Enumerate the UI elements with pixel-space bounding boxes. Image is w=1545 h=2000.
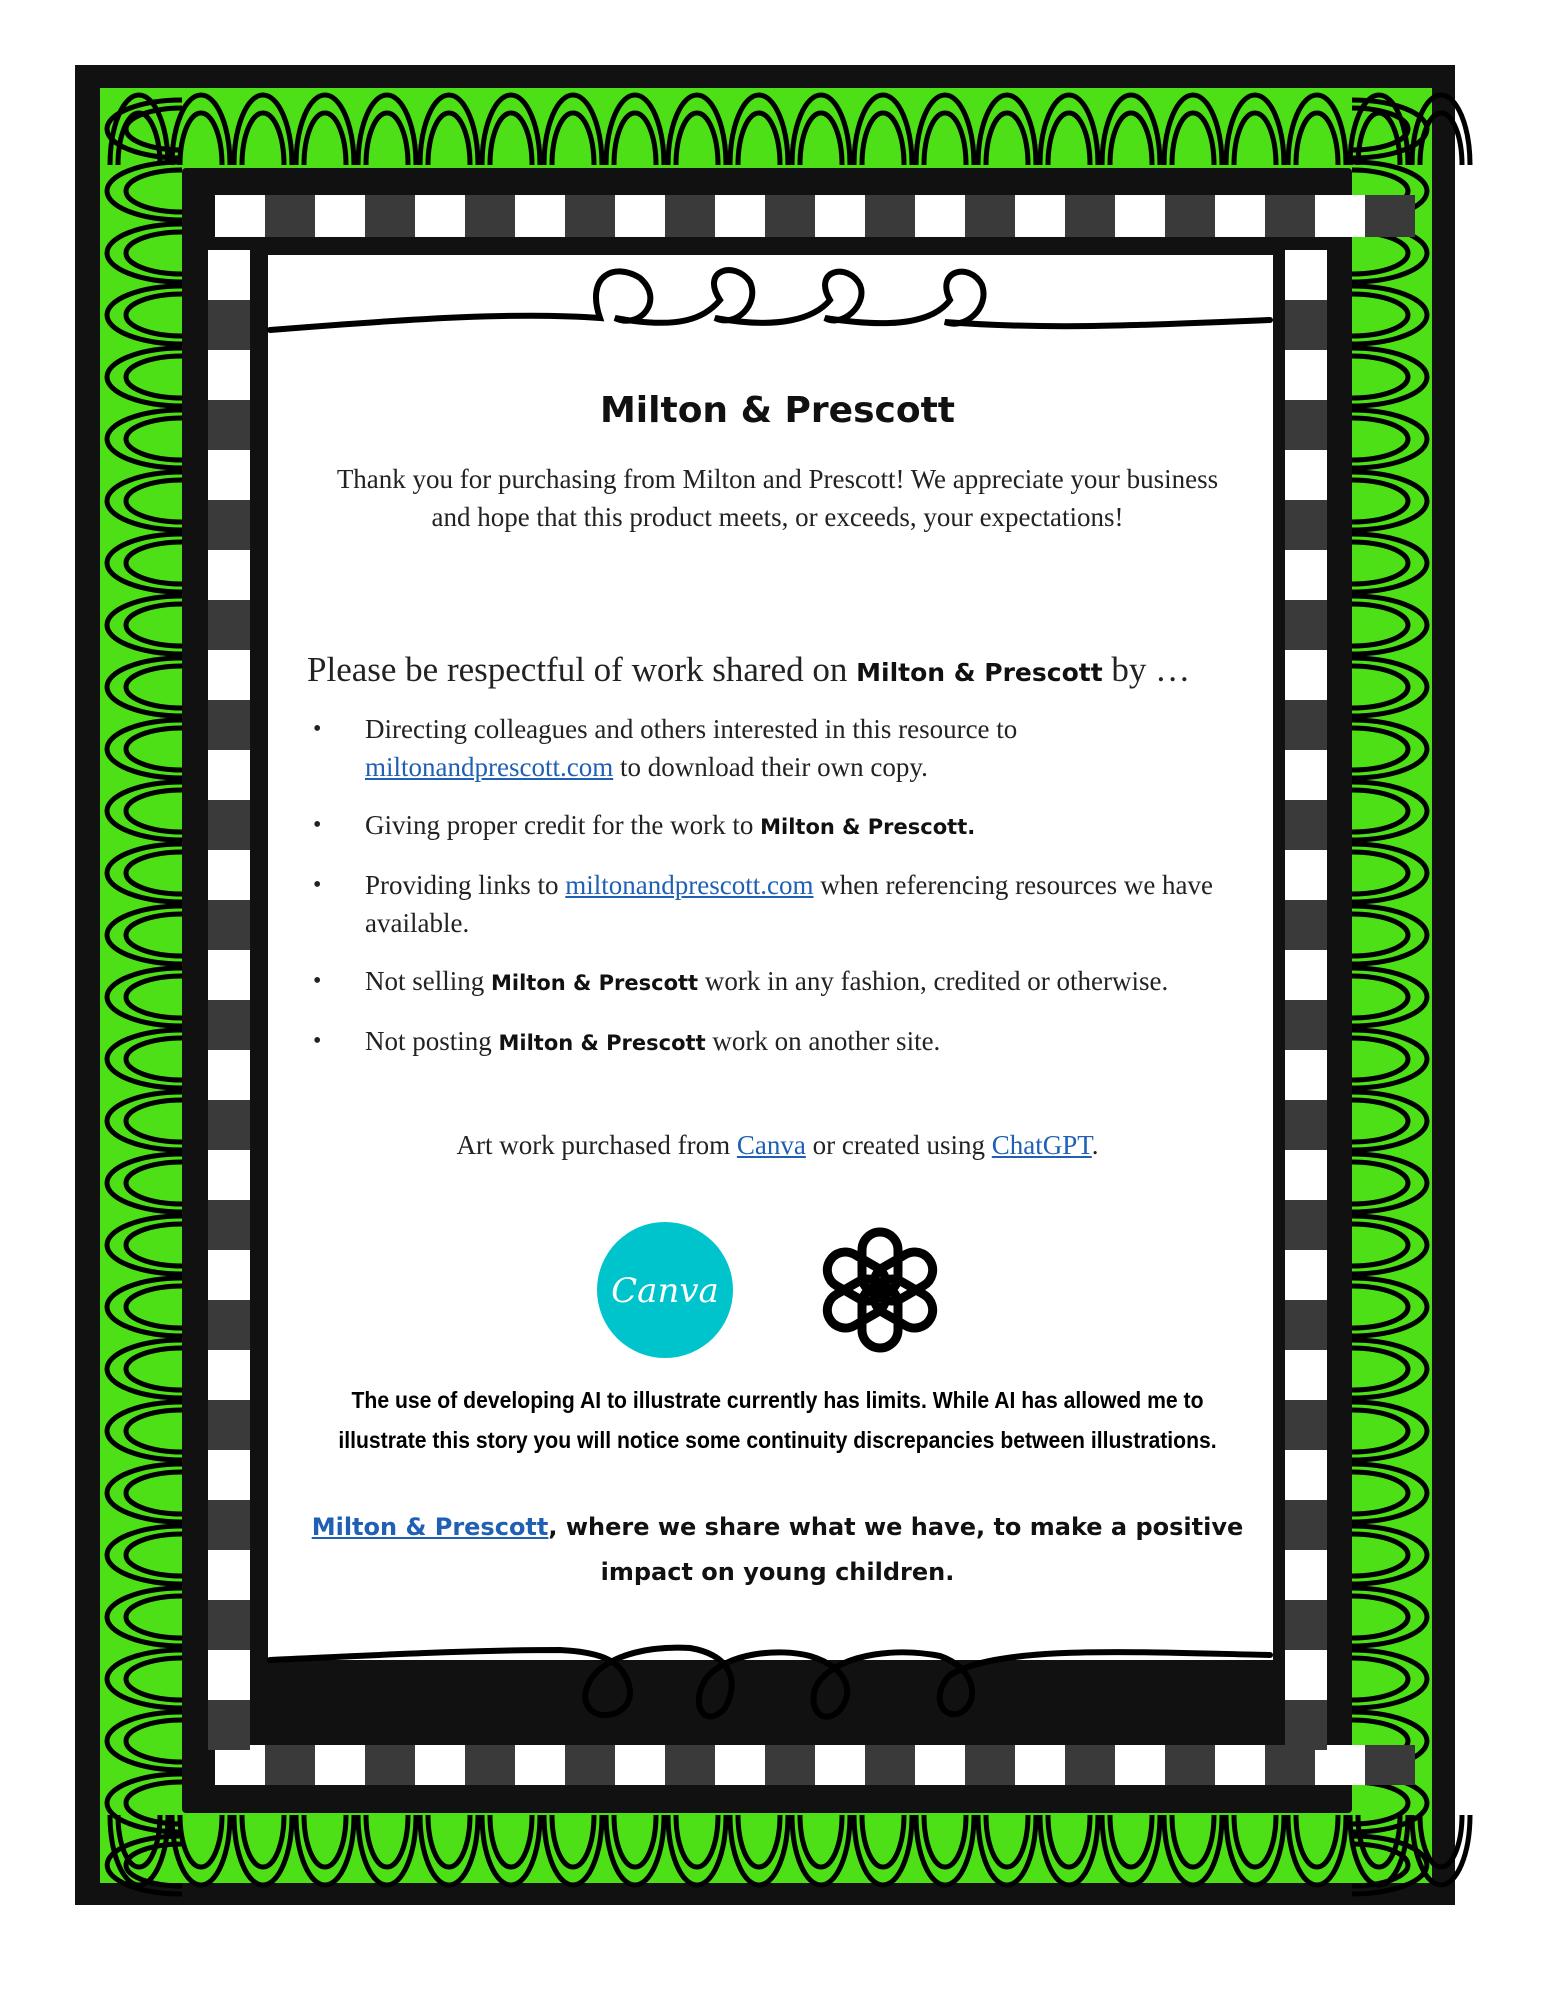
rule-brand: Milton & Prescott. — [760, 815, 976, 839]
list-item — [305, 806, 1260, 846]
website-link[interactable]: miltonandprescott.com — [565, 870, 814, 900]
rule-text: when referencing resources we have available. — [365, 870, 1214, 938]
respect-brand: Milton & Prescott — [856, 658, 1103, 687]
rule-text: Providing links to — [365, 870, 566, 900]
rule-text: work on another site. — [705, 1026, 941, 1056]
tagline-text: , where we share what we have, to make a positive impact on young children. — [548, 1513, 1244, 1586]
respect-prefix: Please be respectful of work shared on — [307, 650, 857, 689]
rule-brand: Milton & Prescott — [498, 1031, 706, 1055]
openai-knot-icon — [805, 1215, 955, 1365]
rule-text: Not posting — [365, 1026, 499, 1056]
brand-link[interactable]: Milton & Prescott — [311, 1513, 549, 1541]
canva-link[interactable]: Canva — [736, 1130, 806, 1160]
art-credits — [285, 1130, 1270, 1161]
chatgpt-link[interactable]: ChatGPT — [991, 1130, 1092, 1160]
credits-prefix: Art work purchased from — [456, 1130, 737, 1160]
content-panel — [285, 250, 1270, 1645]
list-item — [305, 962, 1260, 1002]
list-item — [305, 866, 1260, 942]
list-item — [305, 710, 1260, 786]
ai-disclaimer: The use of developing AI to illustrate currently has limits. While AI has allowed me to illustrate this story you will notice some continuity discrepancies between illustrations. — [338, 1387, 1217, 1453]
respect-heading — [307, 650, 1267, 690]
canva-logo-text: Canva — [611, 1271, 719, 1311]
website-link[interactable]: miltonandprescott.com — [365, 752, 614, 782]
rule-text: to download their own copy. — [613, 752, 928, 782]
respect-suffix: by … — [1102, 650, 1191, 689]
rule-text: Directing colleagues and others interested in this resource to — [365, 714, 1018, 744]
rule-brand: Milton & Prescott — [491, 971, 699, 995]
tagline — [295, 1505, 1260, 1595]
credits-suffix: . — [1091, 1130, 1099, 1160]
credits-middle: or created using — [805, 1130, 992, 1160]
rule-text: Giving proper credit for the work to — [365, 810, 761, 840]
page-title: Milton & Prescott — [599, 390, 955, 431]
rule-text: work in any fashion, credited or otherwise. — [698, 966, 1169, 996]
list-item — [305, 1022, 1260, 1062]
rules-list — [305, 710, 1260, 1082]
rule-text: Not selling — [365, 966, 491, 996]
intro-text: Thank you for purchasing from Milton and Prescott! We appreciate your business and hope that this product meets, or exceeds, your expectations! — [336, 464, 1219, 532]
canva-logo — [595, 1220, 735, 1360]
